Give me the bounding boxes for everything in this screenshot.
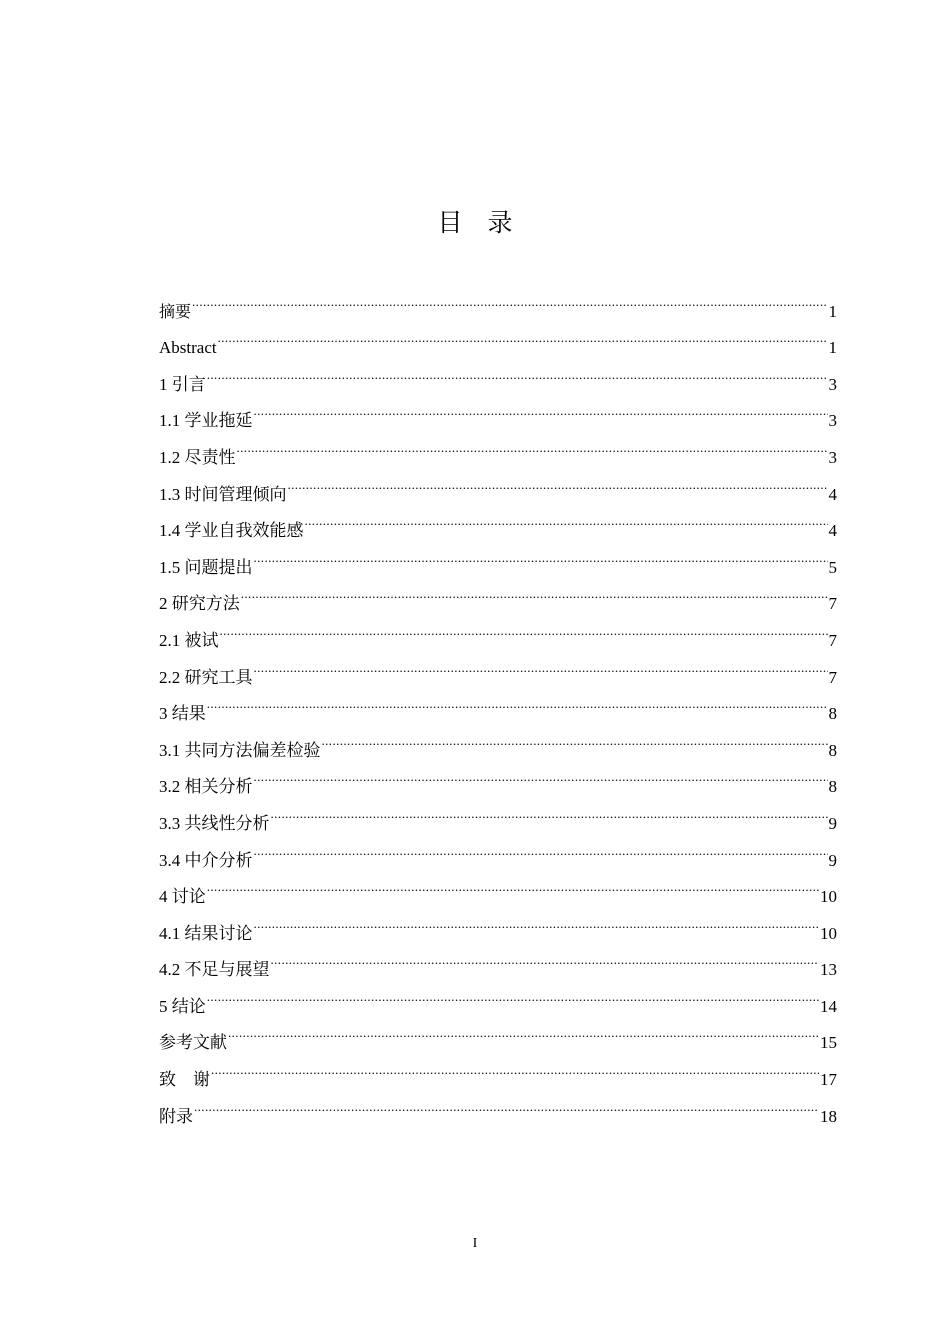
toc-entry-page: 10 — [820, 923, 837, 943]
toc-entry-acknowledgements[interactable] — [159, 1048, 837, 1090]
toc-entry-4-1[interactable] — [159, 902, 837, 943]
toc-entry-label: 参考文献 — [159, 1033, 227, 1053]
toc-entry-3-4[interactable] — [159, 829, 837, 870]
toc-leader-dots — [254, 536, 828, 573]
toc-entry-page: 9 — [828, 850, 837, 870]
table-of-contents — [159, 280, 837, 1126]
toc-entry-label: 4.1 结果讨论 — [159, 923, 253, 943]
toc-entry-1-1[interactable] — [159, 390, 837, 431]
toc-entry-label: 4.2 不足与展望 — [159, 960, 270, 980]
toc-entry-1-5[interactable] — [159, 536, 837, 577]
toc-entry-label: 致 谢 — [159, 1070, 210, 1090]
toc-entry-label: 摘要 — [159, 301, 192, 321]
toc-entry-references[interactable] — [159, 1012, 837, 1053]
toc-entry-label: 1.4 学业自我效能感 — [159, 521, 304, 541]
toc-leader-dots — [322, 719, 828, 756]
toc-leader-dots — [228, 1012, 819, 1049]
toc-entry-label: 1.2 尽责性 — [159, 447, 236, 467]
toc-leader-dots — [288, 463, 828, 500]
toc-leader-dots — [220, 609, 828, 646]
toc-leader-dots — [207, 975, 819, 1012]
toc-entry-page: 7 — [828, 667, 837, 687]
toc-leader-dots — [254, 390, 828, 427]
toc-entry-page: 1 — [828, 338, 837, 358]
toc-entry-2[interactable] — [159, 573, 837, 614]
toc-leader-dots — [305, 500, 828, 537]
toc-entry-page: 10 — [820, 887, 837, 907]
toc-entry-label: 2.1 被试 — [159, 630, 219, 650]
toc-leader-dots — [241, 573, 828, 610]
toc-entry-3-3[interactable] — [159, 792, 837, 833]
toc-entry-page: 3 — [828, 374, 837, 394]
toc-entry-page: 9 — [828, 813, 837, 833]
toc-leader-dots — [192, 280, 827, 317]
toc-entry-label: 2 研究方法 — [159, 594, 240, 614]
toc-entry-page: 18 — [820, 1106, 837, 1126]
toc-entry-abstract-en[interactable] — [159, 317, 837, 358]
toc-entry-2-2[interactable] — [159, 646, 837, 687]
toc-entry-3-1[interactable] — [159, 719, 837, 760]
toc-leader-dots — [271, 939, 820, 976]
toc-entry-page: 8 — [828, 740, 837, 760]
toc-entry-label: 3.2 相关分析 — [159, 777, 253, 797]
toc-leader-dots — [254, 902, 820, 939]
toc-entry-introduction[interactable] — [159, 353, 837, 394]
toc-entry-page: 17 — [820, 1070, 837, 1090]
toc-entry-appendix[interactable] — [159, 1085, 837, 1126]
toc-entry-page: 13 — [820, 960, 837, 980]
toc-entry-page: 8 — [828, 777, 837, 797]
toc-entry-label: 附录 — [159, 1106, 193, 1126]
toc-entry-label: 3.1 共同方法偏差检验 — [159, 740, 321, 760]
toc-entry-page: 1 — [828, 301, 837, 321]
toc-entry-label: 1.5 问题提出 — [159, 557, 253, 577]
toc-entry-4[interactable] — [159, 866, 837, 907]
toc-leader-dots — [211, 1048, 819, 1085]
toc-entry-abstract-cn[interactable] — [159, 280, 837, 321]
toc-leader-dots — [254, 829, 828, 866]
toc-leader-dots — [194, 1085, 819, 1122]
toc-entry-page: 15 — [820, 1033, 837, 1053]
toc-entry-page: 3 — [828, 411, 837, 431]
toc-entry-1-3[interactable] — [159, 463, 837, 504]
toc-entry-page: 7 — [828, 594, 837, 614]
toc-entry-2-1[interactable] — [159, 609, 837, 650]
toc-leader-dots — [254, 646, 828, 683]
toc-entry-label: 3.4 中介分析 — [159, 850, 253, 870]
toc-entry-label: 2.2 研究工具 — [159, 667, 253, 687]
toc-entry-label: 1.3 时间管理倾向 — [159, 484, 287, 504]
page-number: I — [472, 1236, 478, 1251]
toc-entry-label: 5 结论 — [159, 996, 206, 1016]
toc-leader-dots — [207, 866, 819, 903]
toc-entry-label: 1 引言 — [159, 374, 206, 394]
toc-entry-label: Abstract — [159, 338, 217, 358]
toc-entry-3-2[interactable] — [159, 756, 837, 797]
page-title: 目 录 — [437, 208, 513, 237]
toc-entry-page: 4 — [828, 521, 837, 541]
toc-entry-page: 8 — [828, 704, 837, 724]
toc-entry-page: 4 — [828, 484, 837, 504]
toc-entry-page: 14 — [820, 996, 837, 1016]
toc-entry-label: 3 结果 — [159, 704, 206, 724]
toc-leader-dots — [218, 317, 828, 354]
toc-entry-1-2[interactable] — [159, 426, 837, 467]
toc-entry-5[interactable] — [159, 975, 837, 1016]
toc-entry-page: 3 — [828, 447, 837, 467]
toc-leader-dots — [237, 426, 828, 463]
toc-entry-4-2[interactable] — [159, 939, 837, 980]
toc-leader-dots — [271, 792, 828, 829]
toc-entry-3[interactable] — [159, 683, 837, 724]
toc-leader-dots — [207, 683, 828, 720]
toc-entry-page: 5 — [828, 557, 837, 577]
toc-entry-label: 4 讨论 — [159, 887, 206, 907]
toc-entry-label: 1.1 学业拖延 — [159, 411, 253, 431]
toc-entry-label: 3.3 共线性分析 — [159, 813, 270, 833]
toc-entry-page: 7 — [828, 630, 837, 650]
toc-leader-dots — [254, 756, 828, 793]
toc-leader-dots — [207, 353, 828, 390]
